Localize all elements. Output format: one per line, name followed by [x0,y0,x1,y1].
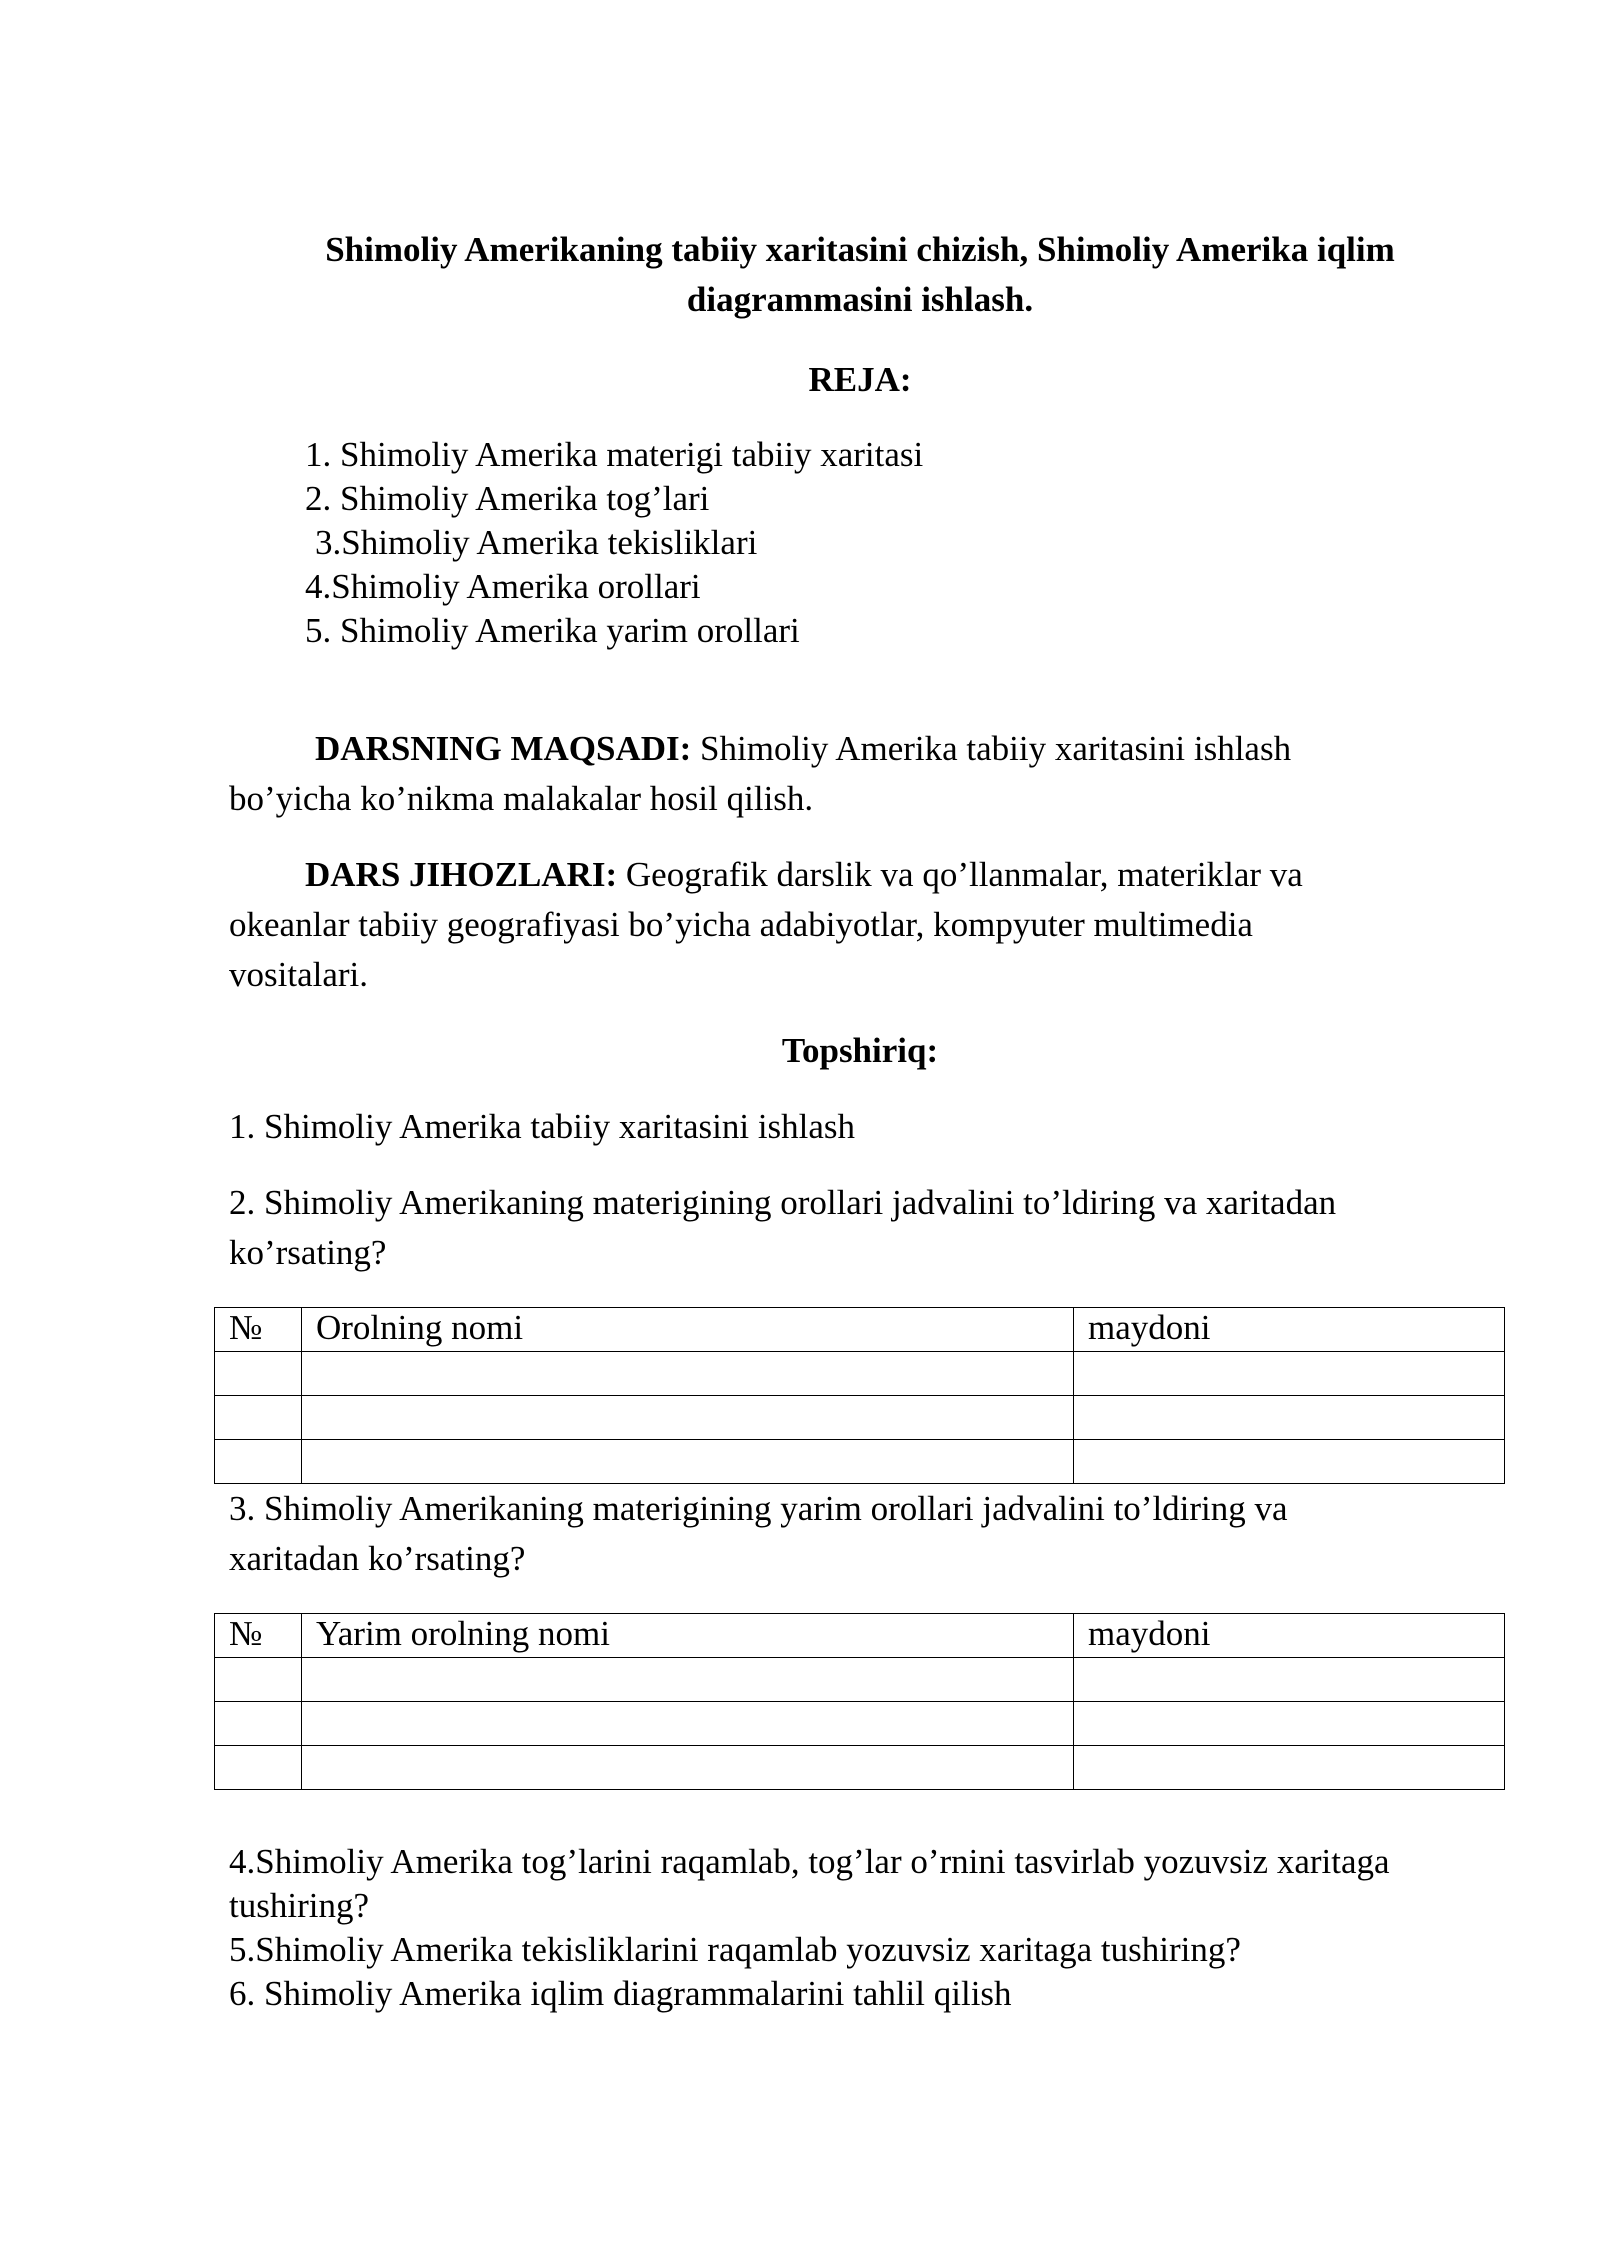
plan-item: 2. Shimoliy Amerika tog’lari [305,479,710,518]
task-1: 1. Shimoliy Amerika tabiiy xaritasini ishlash [229,1107,856,1146]
task-heading: Topshiriq: [781,1031,939,1070]
plan-heading: REJA: [808,360,912,399]
islands-table [214,1307,1505,1484]
document-title: Shimoliy Amerikaning tabiiy xaritasini chizish, Shimoliy Amerika iqlim diagrammasini ishlash. [325,230,1395,319]
plan-item: 3.Shimoliy Amerika tekisliklari [315,523,758,562]
table-header-row [215,1614,1505,1658]
column-header-peninsula-name: Yarim orolning nomi [302,1614,1074,1658]
empty-cell[interactable] [302,1702,1074,1746]
column-header-number: № [215,1614,302,1658]
empty-cell[interactable] [215,1658,302,1702]
empty-cell[interactable] [215,1396,302,1440]
goal-paragraph [315,724,1291,774]
task-2-line: 2. Shimoliy Amerikaning materigining orollari jadvalini to’ldiring va xaritadan [229,1183,1337,1222]
equipment-text-line: vositalari. [229,955,368,994]
equipment-label: DARS JIHOZLARI: [305,855,618,894]
table-row [215,1440,1505,1484]
peninsulas-table [214,1613,1505,1790]
table-header-row [215,1308,1505,1352]
empty-cell[interactable] [1074,1352,1505,1396]
empty-cell[interactable] [302,1352,1074,1396]
empty-cell[interactable] [1074,1658,1505,1702]
table-row [215,1746,1505,1790]
goal-text-line: bo’yicha ko’nikma malakalar hosil qilish. [229,779,814,818]
empty-cell[interactable] [302,1746,1074,1790]
plan-item: 4.Shimoliy Amerika orollari [305,567,701,606]
column-header-island-name: Orolning nomi [302,1308,1074,1352]
empty-cell[interactable] [1074,1440,1505,1484]
empty-cell[interactable] [302,1440,1074,1484]
empty-cell[interactable] [302,1658,1074,1702]
column-header-number: № [215,1308,302,1352]
table-row [215,1702,1505,1746]
task-3-line: xaritadan ko’rsating? [229,1539,526,1578]
task-5: 5.Shimoliy Amerika tekisliklarini raqamlab yozuvsiz xaritaga tushiring? [229,1930,1241,1969]
plan-item: 5. Shimoliy Amerika yarim orollari [305,611,800,650]
column-header-area: maydoni [1074,1308,1505,1352]
empty-cell[interactable] [1074,1702,1505,1746]
table-row [215,1658,1505,1702]
empty-cell[interactable] [215,1702,302,1746]
empty-cell[interactable] [215,1352,302,1396]
table-row [215,1352,1505,1396]
goal-text: Shimoliy Amerika tabiiy xaritasini ishlash [691,729,1292,768]
empty-cell[interactable] [215,1440,302,1484]
column-header-area: maydoni [1074,1614,1505,1658]
equipment-paragraph [305,850,1303,900]
table-row [215,1396,1505,1440]
task-4-line: 4.Shimoliy Amerika tog’larini raqamlab, tog’lar o’rnini tasvirlab yozuvsiz xaritaga [229,1842,1390,1881]
empty-cell[interactable] [302,1396,1074,1440]
empty-cell[interactable] [1074,1746,1505,1790]
equipment-text-line: okeanlar tabiiy geografiyasi bo’yicha adabiyotlar, kompyuter multimedia [229,905,1253,944]
task-3-line: 3. Shimoliy Amerikaning materigining yarim orollari jadvalini to’ldiring va [229,1489,1288,1528]
equipment-text: Geografik darslik va qo’llanmalar, materiklar va [617,855,1303,894]
task-4-line: tushiring? [229,1886,369,1925]
empty-cell[interactable] [1074,1396,1505,1440]
plan-item: 1. Shimoliy Amerika materigi tabiiy xaritasi [305,435,924,474]
task-6: 6. Shimoliy Amerika iqlim diagrammalarini tahlil qilish [229,1974,1012,2013]
goal-label: DARSNING MAQSADI: [315,729,692,768]
empty-cell[interactable] [215,1746,302,1790]
task-2-line: ko’rsating? [229,1233,387,1272]
